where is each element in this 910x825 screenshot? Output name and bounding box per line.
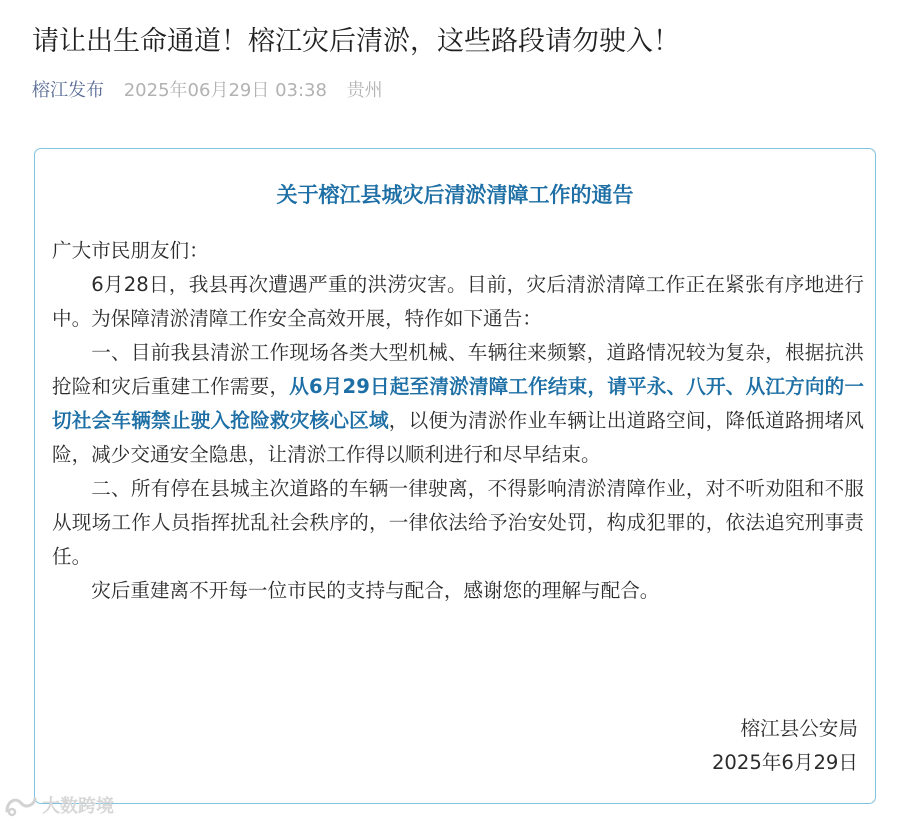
source-link[interactable]: 榕江发布 xyxy=(32,80,104,101)
highlighted-restriction: 从6月29日起至清淤清障工作结束，请平永、八开、从江方向的一切社会车辆禁止驶入抢险救灾核心区域 xyxy=(52,375,865,432)
notice-paragraph-2 xyxy=(52,336,864,472)
watermark-text: 大数跨境 xyxy=(42,796,114,817)
watermark xyxy=(4,790,114,820)
publish-time: 2025年06月29日 03:38 xyxy=(123,80,327,101)
notice-body xyxy=(52,234,864,608)
notice-signature xyxy=(712,712,858,780)
notice-paragraph-3: 二、所有停在县城主次道路的车辆一律驶离，不得影响清淤清障作业，对不听劝阻和不服从现场工作人员指挥扰乱社会秩序的，一律依法给予治安处罚，构成犯罪的，依法追究刑事责任。 xyxy=(52,477,864,568)
publish-location: 贵州 xyxy=(346,80,383,101)
article-title: 请让出生命通道！榕江灾后清淤，这些路段请勿驶入！ xyxy=(32,26,680,57)
notice-paragraph-1: 6月28日，我县再次遭遇严重的洪涝灾害。目前，灾后清淤清障工作正在紧张有序地进行中。为保障清淤清障工作安全高效开展，特作如下通告： xyxy=(52,273,864,330)
watermark-logo-icon xyxy=(4,793,38,817)
article-meta xyxy=(32,78,383,104)
paragraph-2-intro: 一、目前我县清淤工作现场各类大型机械、车辆往来频繁，道路情况较为复杂，根据抗洪抢险和灾后重建工作需要， xyxy=(52,341,864,398)
paragraph-2-rest: ，以便为清淤作业车辆让出道路空间，降低道路拥堵风险，减少交通安全隐患，让清淤工作得以顺利进行和尽早结束。 xyxy=(52,409,865,466)
signature-date: 2025年6月29日 xyxy=(711,751,858,774)
notice-greeting: 广大市民朋友们： xyxy=(52,239,209,262)
notice-paragraph-4: 灾后重建离不开每一位市民的支持与配合，感谢您的理解与配合。 xyxy=(91,579,660,602)
signer-name: 榕江县公安局 xyxy=(740,717,858,740)
notice-title: 关于榕江县城灾后清淤清障工作的通告 xyxy=(276,183,634,207)
